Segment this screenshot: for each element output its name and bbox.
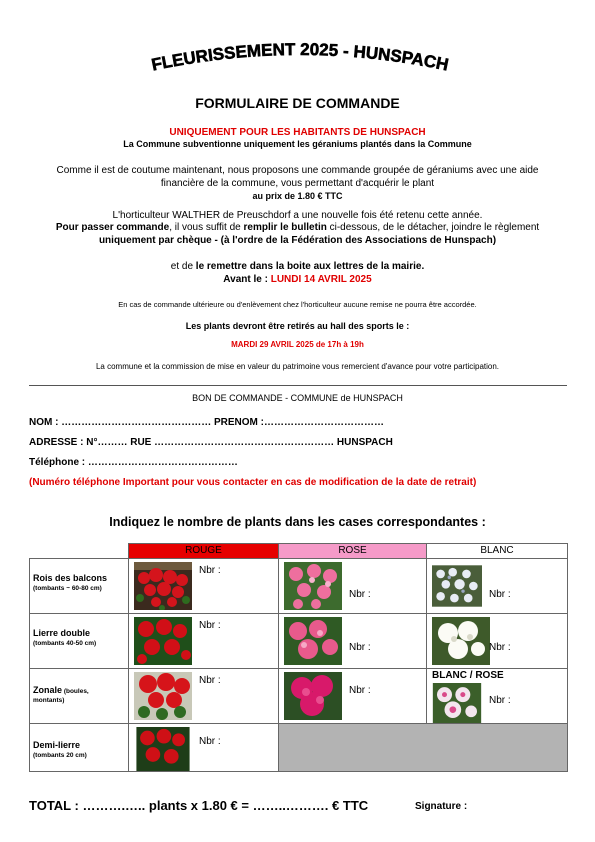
geranium-photo-icon <box>284 562 342 610</box>
table-instruction: Indiquez le nombre de plants dans les cases correspondantes : <box>109 515 486 529</box>
header-rose-label: ROSE <box>338 545 367 556</box>
geranium-photo-icon <box>432 683 482 723</box>
cell-zonale-rouge[interactable] <box>129 669 279 724</box>
header-rouge <box>129 544 279 559</box>
header-rouge-label: ROUGE <box>185 545 222 556</box>
order-form-heading: BON DE COMMANDE - COMMUNE de HUNSPACH <box>192 393 403 403</box>
row-name: Lierre double <box>33 628 91 638</box>
phone-field-line[interactable]: Téléphone : ……………………………………… <box>29 457 238 468</box>
order-text-2: ci-dessous, de le détacher, joindre le règlement <box>326 222 540 233</box>
row-name: Zonale <box>33 685 63 695</box>
cut-line <box>29 385 567 386</box>
later-note: En cas de commande ultérieure ou d'enlèvement chez l'horticulteur aucune remise ne pourra être accordée. <box>118 300 477 309</box>
phone-note: (Numéro téléphone Important pour vous contacter en cas de modification de la date de retrait) <box>29 477 477 488</box>
custom-line-2: financière de la commune, vous permettant d'acquérir le plant <box>160 178 435 189</box>
custom-line-1: Comme il est de coutume maintenant, nous proposons une commande groupée de géraniums avec une aide <box>56 165 539 176</box>
order-table <box>29 543 568 772</box>
row-label-lierre-double <box>30 614 129 669</box>
geranium-photo-icon <box>432 562 482 610</box>
geranium-photo-icon <box>432 617 490 665</box>
order-bold: Pour passer commande <box>55 222 170 233</box>
header-blanc <box>427 544 568 559</box>
unavailable-area <box>279 724 568 772</box>
deadline-label: Avant le : <box>223 274 271 285</box>
name-field-line[interactable]: NOM : ……………………………………… PRENOM :……………………………… <box>29 417 384 428</box>
row-sub: (tombants 20 cm) <box>33 752 87 759</box>
form-title: FORMULAIRE DE COMMANDE <box>195 95 400 111</box>
row-sub: montants) <box>33 697 65 704</box>
row-label-zonale <box>30 669 129 724</box>
order-text-1: , il vous suffit de <box>169 222 244 233</box>
row-label-demi-lierre <box>30 724 129 772</box>
cell-rois-rose[interactable] <box>279 559 427 614</box>
order-line <box>0 222 595 233</box>
subsidy-line: La Commune subventionne uniquement les géraniums plantés dans la Commune <box>123 139 472 149</box>
cell-rois-blanc[interactable] <box>427 559 568 614</box>
return-bold: le remettre dans la boite aux lettres de la mairie. <box>195 261 425 272</box>
order-bold-2: remplir le bulletin <box>243 222 327 233</box>
cheque-line: uniquement par chèque - (à l'ordre de la Fédération des Associations de Hunspach) <box>98 235 497 246</box>
thanks-line: La commune et la commission de mise en valeur du patrimoine vous remercient d'avance pour votre participation. <box>95 362 500 371</box>
residents-only: UNIQUEMENT POUR LES HABITANTS DE HUNSPACH <box>169 127 426 138</box>
geranium-photo-icon <box>284 617 342 665</box>
nbr-label: Nbr : <box>199 736 221 747</box>
header-rose <box>279 544 427 559</box>
blanc-rose-label: BLANC / ROSE <box>432 670 504 681</box>
nbr-label: Nbr : <box>349 589 371 600</box>
return-line <box>0 261 595 272</box>
banner-title-text: FLEURISSEMENT 2025 - HUNSPACH <box>149 39 451 75</box>
cell-zonale-rose[interactable] <box>279 669 427 724</box>
nbr-label: Nbr : <box>489 589 511 600</box>
signature-label: Signature : <box>415 801 468 812</box>
row-name: Demi-lierre <box>33 740 81 750</box>
nbr-label: Nbr : <box>199 565 221 576</box>
return-text: et de <box>170 261 196 272</box>
cell-rois-rouge[interactable] <box>129 559 279 614</box>
cell-lierre-rouge[interactable] <box>129 614 279 669</box>
geranium-photo-icon <box>134 672 192 720</box>
pickup-date: MARDI 29 AVRIL 2025 de 17h à 19h <box>231 340 364 349</box>
header-blanc-label: BLANC <box>480 545 514 556</box>
address-field-line[interactable]: ADRESSE : N°……… RUE ……………………………………………… HUNSPACH <box>29 437 393 448</box>
nbr-label: Nbr : <box>349 642 371 653</box>
row-label-rois <box>30 559 129 614</box>
geranium-photo-icon <box>284 672 342 720</box>
nbr-label: Nbr : <box>349 685 371 696</box>
geranium-photo-icon <box>134 727 192 771</box>
cell-zonale-blanc-rose[interactable] <box>427 669 568 724</box>
row-name-suffix: (boules, <box>62 688 89 695</box>
svg-text:FLEURISSEMENT 2025 - HUNSPACH <box>150 40 450 75</box>
cell-demi-lierre-rouge[interactable] <box>129 724 279 772</box>
table-corner <box>30 544 129 559</box>
deadline-line <box>0 274 595 285</box>
nbr-label: Nbr : <box>489 695 511 706</box>
nbr-label: Nbr : <box>199 620 221 631</box>
geranium-photo-icon <box>134 617 192 665</box>
price-line: au prix de 1.80 € TTC <box>252 191 343 201</box>
cell-lierre-rose[interactable] <box>279 614 427 669</box>
row-sub: (tombants 40-50 cm) <box>33 640 97 647</box>
nbr-label: Nbr : <box>199 675 221 686</box>
row-sub: (tombants ~ 60-80 cm) <box>33 585 102 592</box>
horticulturist-line: L'horticulteur WALTHER de Preuschdorf a une nouvelle fois été retenu cette année. <box>112 210 483 221</box>
pickup-label: Les plants devront être retirés au hall des sports le : <box>185 321 410 331</box>
total-line[interactable]: TOTAL : ……….….. plants x 1.80 € = ……..………. € TTC <box>29 798 369 813</box>
row-name: Rois des balcons <box>33 573 108 583</box>
cell-lierre-blanc[interactable] <box>427 614 568 669</box>
banner-title <box>120 30 480 80</box>
geranium-photo-icon <box>134 562 192 610</box>
nbr-label: Nbr : <box>489 642 511 653</box>
deadline-date: LUNDI 14 AVRIL 2025 <box>270 274 372 285</box>
